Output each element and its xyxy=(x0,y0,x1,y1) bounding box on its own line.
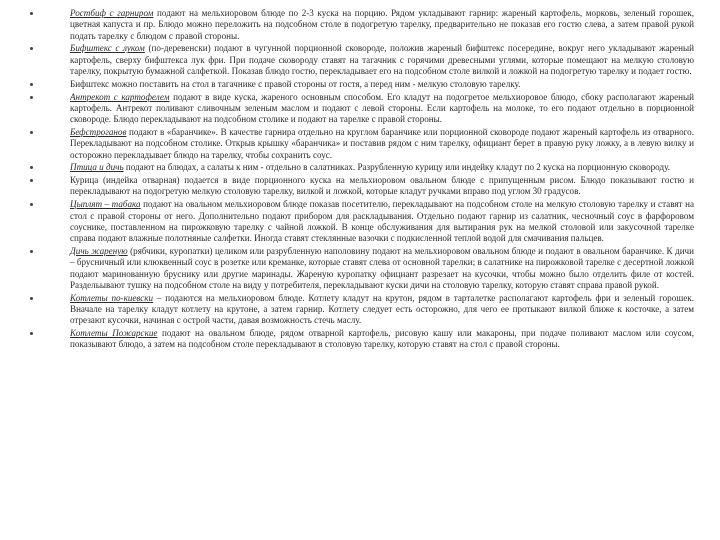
list-item xyxy=(28,246,694,291)
item-term: Ростбиф с гарниром xyxy=(70,8,154,18)
list-item xyxy=(28,8,694,42)
item-term: Антрекот с картофелем xyxy=(70,91,170,102)
item-text: Курица (индейка отварная) подается в виде порционного куска на мельхиоровом овальном блюде с припущенным рисом. Блюдо показывают гостю и перекладывают на подогретую мелкую столовую тарелку, вилкой и ложкой, которые кладут ручками вправо под углом 30 градусов. xyxy=(70,175,694,197)
item-text: подают на овальном мельхиоровом блюде показав посетителю, перекладывают на подсобном столе на мелкую столовую тарелку и ставят на стол с правой стороны от него. Дополнительно подают прибором для раскладывания. Отдельно подают гарнир из салатник, чесночный соус в фарфоровом соуснике, поставленном на пирожковую тарелку с чайной ложкой. В конце обслуживания для вытирания рук на мелкой столовой или закусочной тарелке справа подают влажные полотняные салфетки. Иногда ставят стеклянные вазочки с подкисленной теплой водой для смачивания пальцев. xyxy=(70,199,694,244)
list-item xyxy=(28,293,694,327)
item-text: подают на овальном блюде, рядом отварной картофель, рисовую кашу или макароны, при подаче поливают маслом или соусом, показывают блюдо, а затем на подсобном столе перекладывают в столовую тарелку, которую ставят на стол с правой стороны. xyxy=(70,328,695,350)
item-text: Бифштекс можно поставить на стол в тагачнике с правой стороны от гостя, а перед ним - мелкую столовую тарелку. xyxy=(70,78,521,89)
bullet-icon xyxy=(30,332,33,335)
item-text: подают в «баранчике». В качестве гарнира отдельно на круглом баранчике или порционной сковороде подают жареный картофель из отварного. Перекладывают на подсобном столике. Открыв крышку «баранчика» и поставив рядом с ним тарелку, официант берет в правую руку ложку, а в левую вилку и осторожно перекладывает блюдо на тарелку, чтобы сохранить соус. xyxy=(70,126,694,160)
bullet-icon xyxy=(30,179,33,182)
list-item xyxy=(28,127,694,161)
item-text: (рябчики, куропатки) целиком или разрубленную наполовину подают на мельхиоровом овальном блюде и подают в овальном баранчике. К дичи – брусничный или клюквенный соус в розетке или креманке, которые ставят слева от основной тарелки; в салатнике на пирожковой тарелке с десертной ложкой подают маринованную бруснику или другие маринады. Жареную куропатку официант разрезает на кусочки, чтобы можно было отделить филе от костей. Раздельывают тушку на подсобном столе на виду у потребителя, перекладывают куски дичи на столовую тарелку, которую ставят справа правой рукой. xyxy=(70,245,694,290)
item-text: подают на мельхиоровом блюде по 2-3 куска на порцию. Рядом укладывают гарнир: жареный картофель, морковь, зеленый горошек, цветная капуста и пр. Блюдо можно переложить на подсобном столе в подогретую тарелку, предварительно не показав его гостю слева, а затем правой рукой подать тарелку с блюдом с правой стороны. xyxy=(70,8,694,41)
list-item xyxy=(28,328,694,351)
list-item xyxy=(28,199,694,244)
bullet-icon xyxy=(30,47,33,50)
bullet-icon xyxy=(30,297,33,300)
item-term: Цыплят – табака xyxy=(70,199,141,210)
item-term: Котлеты по-киевски xyxy=(70,292,154,303)
bullet-icon xyxy=(30,96,33,99)
bullet-icon xyxy=(30,166,33,169)
bullet-icon xyxy=(30,12,33,15)
list-item xyxy=(28,162,694,173)
bullet-icon xyxy=(30,203,33,206)
item-term: Бифштекс с луком xyxy=(70,43,145,54)
bullet-icon xyxy=(30,83,33,86)
item-term: Бефстроганов xyxy=(70,126,127,137)
list-item xyxy=(28,79,694,90)
item-text: подают на блюдах, а салаты к ним - отдельно в салатниках. Разрубленную курицу или индейку кладут по 2 куска на порционную сковороду. xyxy=(123,162,670,173)
item-term: Котлеты Пожарские xyxy=(70,328,158,339)
list-item xyxy=(28,92,694,126)
item-term: Птица и дичь xyxy=(70,162,124,173)
list-item xyxy=(28,175,694,198)
item-text: (по-деревенски) подают в чугунной порционной сковороде, положив жареный бифштекс посередине, вокруг него укладывают жареный картофель, сверху бифштекса лук фри. При подаче сковороду ставят на тагачник с горячими древесными углями, которые помещают на мелкую столовую тарелку, покрытую бумажной салфеткой. Показав блюдо гостю, перекладывает его на подсобном столе вилкой и ложкой на подогретую тарелку и подает гостю. xyxy=(70,43,694,76)
list-item xyxy=(28,43,694,77)
bullet-icon xyxy=(30,250,33,253)
item-term: Дичь жареную xyxy=(70,245,128,256)
item-text: – подаются на мельхиоровом блюде. Котлету кладут на крутон, рядом в тарталетке располагают картофель фри и зеленый горошек. Вначале на тарелку кладут котлету на крутоне, а затем гарнир. Котлету следует есть осторожно, для чего ее протыкают вилкой ближе к косточке, а затем отрезают кусочки, начиная с острой части, давая возможность стечь маслу. xyxy=(70,292,694,326)
bullet-icon xyxy=(30,131,33,134)
item-text: подают в виде куска, жареного основным способом. Его кладут на подогретое мельхиоровое блюдо, сбоку располагают жареный картофель. Антрекот поливают сливочным зеленым маслом и подают с левой стороны. Если картофель на молоке, то его подают отдельно в порционной сковороде. Блюдо перекладывают на подсобном столике и подают на тарелке с правой стороны. xyxy=(70,91,694,125)
bullet-list xyxy=(28,8,694,351)
